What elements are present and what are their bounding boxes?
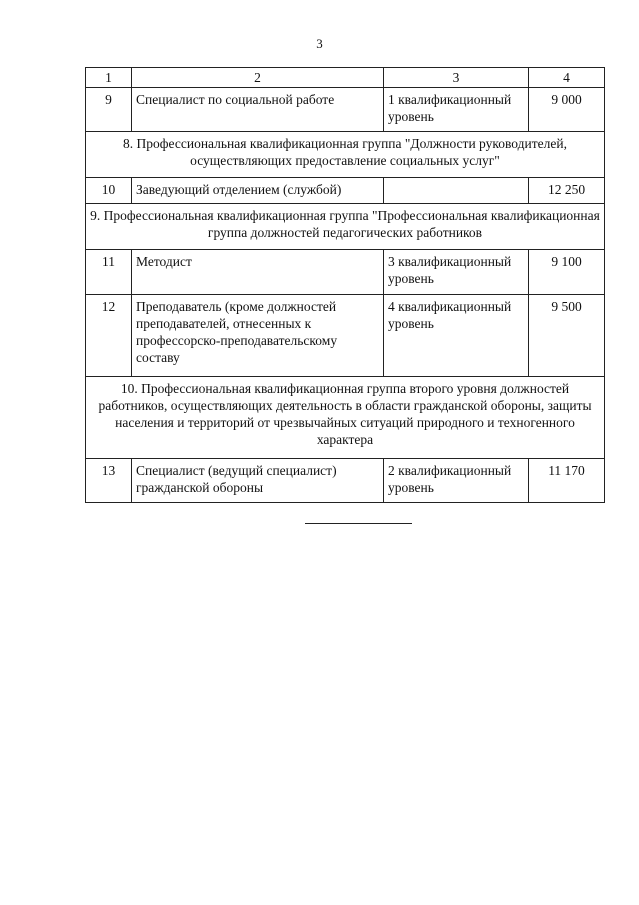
position-title: Преподаватель (кроме должностей преподавателей, отнесенных к профессорско-преподавательскому составу	[132, 295, 384, 377]
salary-value: 9 000	[529, 88, 605, 132]
row-number: 13	[86, 459, 132, 503]
table-row	[86, 250, 605, 295]
salary-value: 9 100	[529, 250, 605, 295]
group-title: 9. Профессиональная квалификационная группа "Профессиональная квалификационная группа должностей педагогических работников	[86, 204, 605, 250]
group-row	[86, 132, 605, 178]
table-row	[86, 459, 605, 503]
group-title: 8. Профессиональная квалификационная группа "Должности руководителей, осуществляющих предоставление социальных услуг"	[86, 132, 605, 178]
qualification-level	[384, 178, 529, 204]
position-title: Специалист (ведущий специалист) гражданской обороны	[132, 459, 384, 503]
table-row	[86, 295, 605, 377]
column-number-1: 1	[86, 68, 132, 88]
column-number-3: 3	[384, 68, 529, 88]
row-number: 10	[86, 178, 132, 204]
qualification-level: 1 квалификационный уровень	[384, 88, 529, 132]
column-number-4: 4	[529, 68, 605, 88]
group-row	[86, 377, 605, 459]
group-title: 10. Профессиональная квалификационная группа второго уровня должностей работников, осуществляющих деятельность в области гражданской обороны, защиты населения и территорий от чрезвычайных ситуаций природного и техногенного характера	[86, 377, 605, 459]
salary-value: 9 500	[529, 295, 605, 377]
footer-separator-line	[305, 523, 412, 524]
row-number: 12	[86, 295, 132, 377]
salary-table	[85, 67, 605, 503]
qualification-level: 4 квалификационный уровень	[384, 295, 529, 377]
table-header-row	[86, 68, 605, 88]
salary-value: 11 170	[529, 459, 605, 503]
qualification-level: 2 квалификационный уровень	[384, 459, 529, 503]
position-title: Заведующий отделением (службой)	[132, 178, 384, 204]
page-number: 3	[316, 36, 323, 51]
table-row	[86, 178, 605, 204]
row-number: 9	[86, 88, 132, 132]
table-row	[86, 88, 605, 132]
salary-value: 12 250	[529, 178, 605, 204]
qualification-level: 3 квалификационный уровень	[384, 250, 529, 295]
row-number: 11	[86, 250, 132, 295]
column-number-2: 2	[132, 68, 384, 88]
group-row	[86, 204, 605, 250]
position-title: Методист	[132, 250, 384, 295]
position-title: Специалист по социальной работе	[132, 88, 384, 132]
